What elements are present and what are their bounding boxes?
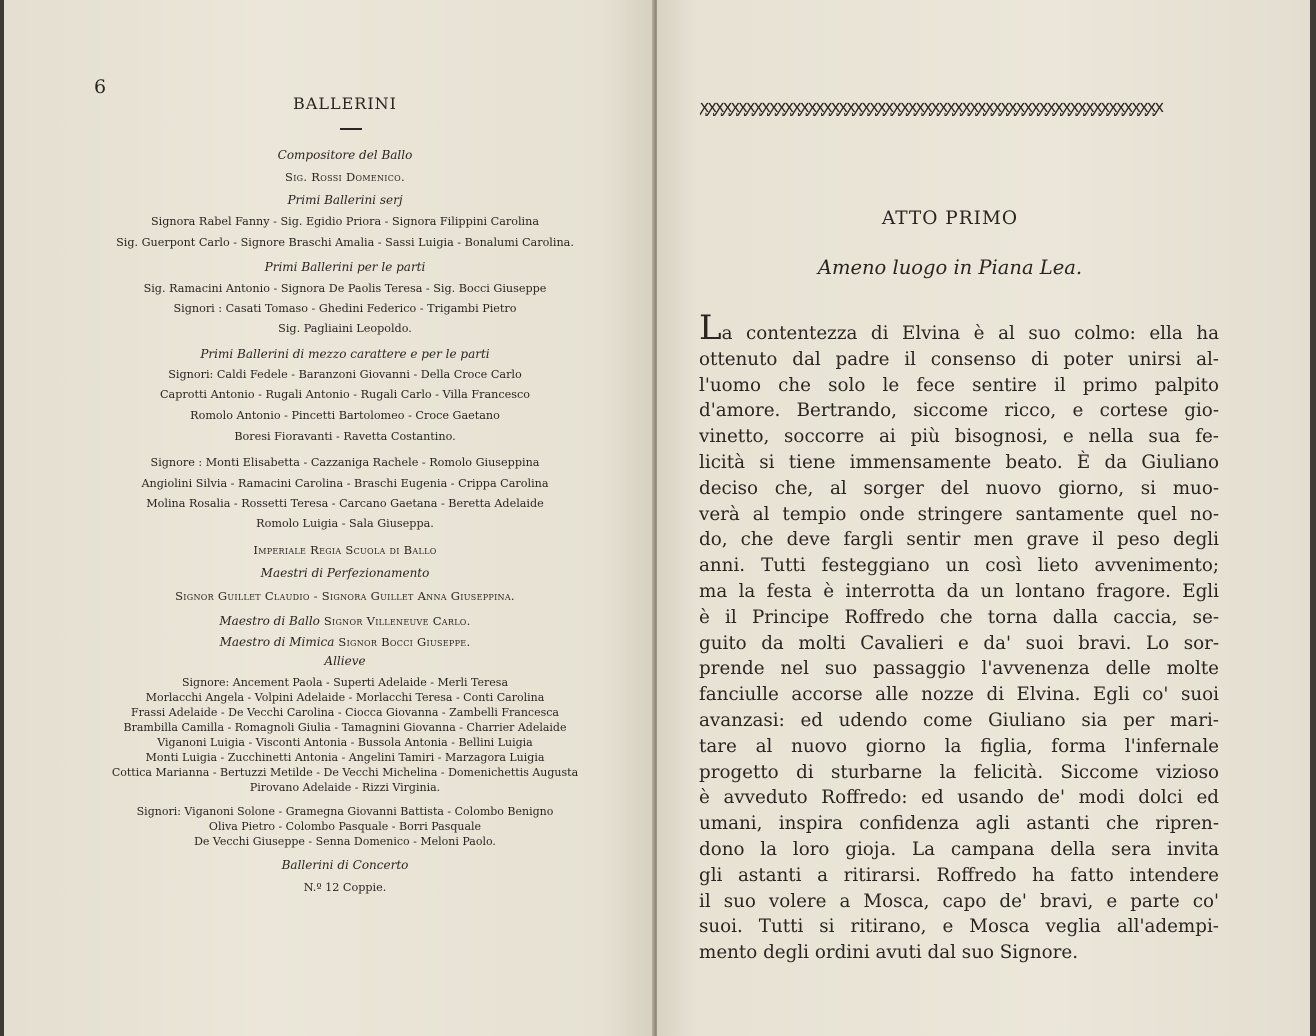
cast-line: N.º 12 Coppie.: [303, 881, 387, 894]
paragraph-line: [699, 308, 1219, 348]
paragraph-line: ma la festa è interrotta da un lontano fragore. Egli: [699, 580, 1219, 602]
cast-role: Maestro di Ballo: [219, 614, 320, 628]
cast-line: De Vecchi Giuseppe - Senna Domenico - Meloni Paolo.: [194, 835, 496, 848]
paragraph-line: gli astanti a ritirarsi. Roffredo ha fatto intendere: [699, 864, 1219, 886]
paragraph-line: umani, inspira confidenza agli astanti che ripren-: [699, 813, 1219, 835]
paragraph-line: verà al tempio onde stringere santamente quel no-: [699, 503, 1219, 525]
cast-line: Monti Luigia - Zucchinetti Antonia - Angelini Tamiri - Marzagora Luigia: [145, 751, 545, 764]
cast-line: Signori: Caldi Fedele - Baranzoni Giovanni - Della Croce Carlo: [168, 368, 522, 381]
cast-line: Signori : Casati Tomaso - Ghedini Federico - Trigambi Pietro: [173, 302, 517, 315]
paragraph-line: suoi. Tutti si ritirano, e Mosca veglia all'adempi-: [699, 916, 1219, 938]
cast-names: Signor Bocci Giuseppe.: [334, 635, 471, 649]
cast-line: Morlacchi Angela - Volpini Adelaide - Morlacchi Teresa - Conti Carolina: [145, 691, 545, 704]
scene-title: Ameno luogo in Piana Lea.: [817, 256, 1083, 279]
paragraph-line: il suo volere a Mosca, capo de' bravi, e parte co': [699, 890, 1219, 912]
cast-line: Caprotti Antonio - Rugali Antonio - Rugali Carlo - Villa Francesco: [159, 388, 531, 401]
cast-line: Sig. Ramacini Antonio - Signora De Paolis Teresa - Sig. Bocci Giuseppe: [143, 282, 547, 295]
cast-line: Molina Rosalia - Rossetti Teresa - Carcano Gaetana - Beretta Adelaide: [146, 497, 544, 510]
cast-line: Romolo Antonio - Pincetti Bartolomeo - Croce Gaetano: [190, 409, 500, 422]
cast-line: Compositore del Ballo: [277, 148, 413, 162]
paragraph-line: do, che deve fargli sentir men grave il peso degli: [699, 529, 1219, 551]
cast-line: Primi Ballerini per le parti: [264, 260, 426, 274]
paragraph-line: anni. Tutti festeggiano un così lieto avvenimento;: [699, 555, 1219, 577]
paragraph-line: dono la loro gioja. La campana della sera invita: [699, 838, 1219, 860]
cast-names: Signor Villeneuve Carlo.: [319, 614, 471, 628]
paragraph-line: mento degli ordini avuti dal suo Signore.: [699, 942, 1079, 964]
cast-line: Signore: Ancement Paola - Superti Adelaide - Merli Teresa: [181, 676, 509, 689]
cast-line: Viganoni Luigia - Visconti Antonia - Bussola Antonia - Bellini Luigia: [157, 736, 533, 749]
cast-line: Signore : Monti Elisabetta - Cazzaniga Rachele - Romolo Giuseppina: [150, 456, 540, 469]
paragraph-line: progetto di sturbarne la felicità. Siccome vizioso: [699, 761, 1219, 783]
drop-cap: L: [699, 308, 722, 348]
cast-line: Signor Guillet Claudio - Signora Guillet Anna Giuseppina.: [175, 589, 515, 603]
cast-line: Signora Rabel Fanny - Sig. Egidio Priora - Signora Filippini Carolina: [150, 215, 540, 228]
cast-role: Maestro di Mimica: [219, 635, 335, 649]
cast-heading: BALLERINI: [293, 94, 397, 113]
cast-line: Pirovano Adelaide - Rizzi Virginia.: [249, 781, 441, 794]
cast-line: Sig. Rossi Domenico.: [285, 170, 405, 184]
cast-line: Oliva Pietro - Colombo Pasquale - Borri Pasquale: [208, 820, 482, 833]
paragraph-line: licità si tiene immensamente beato. È da Giuliano: [699, 451, 1219, 473]
paragraph-line: l'uomo che solo le fece sentire il primo palpito: [699, 374, 1219, 396]
cast-line: Frassi Adelaide - De Vecchi Carolina - Ciocca Giovanna - Zambelli Francesca: [131, 706, 559, 719]
cast-line: Sig. Guerpont Carlo - Signore Braschi Amalia - Sassi Luigia - Bonalumi Carolina.: [116, 236, 574, 249]
cast-line: [40, 610, 650, 629]
cast-line: Imperiale Regia Scuola di Ballo: [253, 543, 437, 557]
page-number: 6: [94, 76, 107, 98]
paragraph-line: è avveduto Roffredo: ed usando de' modi dolci ed: [699, 787, 1219, 809]
paragraph-line: ottenuto dal padre il consenso di poter unirsi al-: [699, 348, 1219, 370]
paragraph-line: tare al nuovo giorno la figlia, forma l'infernale: [699, 735, 1219, 757]
paragraph-line: fanciulle accorse alle nozze di Elvina. Egli co' suoi: [699, 684, 1219, 706]
cast-line: Maestri di Perfezionamento: [260, 566, 430, 580]
cast-line: Boresi Fioravanti - Ravetta Costantino.: [234, 430, 456, 443]
cast-line: [40, 631, 650, 650]
paragraph-line: d'amore. Bertrando, siccome ricco, e cortese gio-: [699, 400, 1219, 422]
ornament-border: ꭙꭙꭙꭙꭙꭙꭙꭙꭙꭙꭙꭙꭙꭙꭙꭙꭙꭙꭙꭙꭙꭙꭙꭙꭙꭙꭙꭙꭙꭙꭙꭙꭙꭙꭙꭙꭙꭙꭙꭙꭙꭙꭙꭙꭙꭙꭙꭙꭙꭙꭙꭙꭙꭙꭙꭙꭙꭙꭙꭙ: [700, 97, 1163, 116]
cast-line: Signori: Viganoni Solone - Gramegna Giovanni Battista - Colombo Benigno: [136, 805, 554, 818]
cast-line: Romolo Luigia - Sala Giuseppa.: [256, 517, 434, 530]
cast-line: Primi Ballerini di mezzo carattere e per le parti: [200, 347, 490, 361]
cast-line: Cottica Marianna - Bertuzzi Metilde - De Vecchi Michelina - Domenichettis Augusta: [111, 766, 579, 779]
act-paragraph: [699, 308, 1219, 966]
heading-rule: [340, 128, 362, 130]
cast-line: Sig. Pagliaini Leopoldo.: [278, 322, 412, 335]
paragraph-line: avanzasi: ed udendo come Giuliano sia per mari-: [699, 709, 1219, 731]
paragraph-line: guito da molti Cavalieri e da' suoi bravi. Lo sor-: [699, 632, 1219, 654]
paragraph-line-text: a contentezza di Elvina è al suo colmo: ella ha: [721, 323, 1219, 344]
act-title: ATTO PRIMO: [881, 208, 1019, 229]
cast-line: Allieve: [324, 654, 366, 668]
cast-line: Ballerini di Concerto: [281, 858, 409, 872]
paragraph-line: prende nel suo passaggio l'avvenenza delle molte: [699, 658, 1219, 680]
paragraph-line: è il Principe Roffredo che torna dalla caccia, se-: [699, 606, 1219, 628]
cast-line: Angiolini Silvia - Ramacini Carolina - Braschi Eugenia - Crippa Carolina: [141, 477, 549, 490]
paragraph-line: vinetto, soccorre ai più bisognosi, e nella sua fe-: [699, 426, 1219, 448]
cast-line: Primi Ballerini serj: [287, 193, 403, 207]
left-page: [4, 0, 654, 1036]
cast-line: Brambilla Camilla - Romagnoli Giulia - Tamagnini Giovanna - Charrier Adelaide: [123, 721, 567, 734]
paragraph-line: deciso che, al sorger del nuovo giorno, si muo-: [699, 477, 1219, 499]
